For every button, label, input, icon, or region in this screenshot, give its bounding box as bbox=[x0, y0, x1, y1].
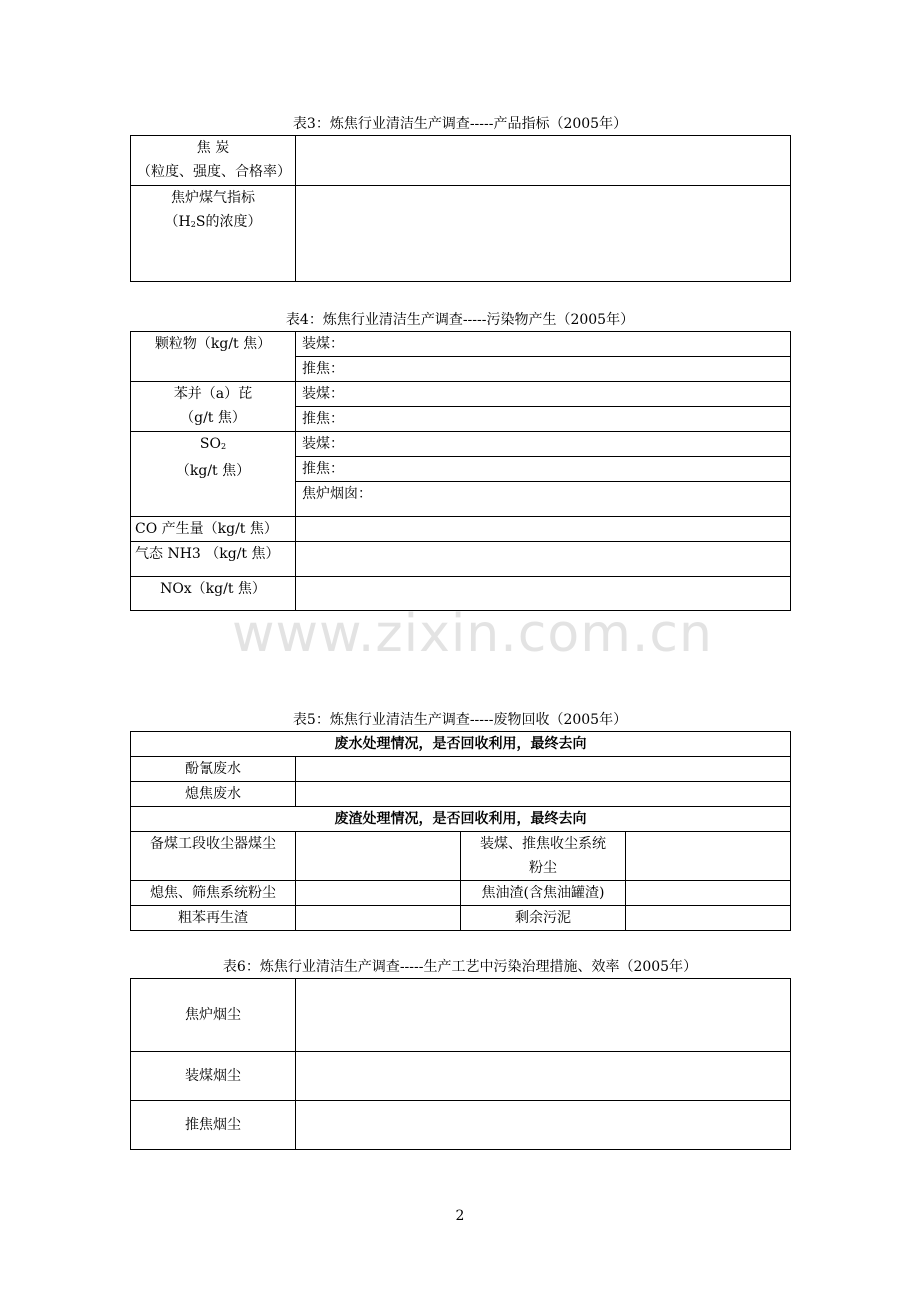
residue-header: 废渣处理情况，是否回收利用，最终去向 bbox=[131, 807, 791, 832]
table-row bbox=[131, 1101, 791, 1150]
so2-charging[interactable]: 装煤： bbox=[296, 432, 791, 457]
pushing-dust-label: 推焦烟尘 bbox=[131, 1101, 296, 1150]
coke-sublabel: （粒度、强度、合格率） bbox=[137, 164, 291, 180]
table-row bbox=[131, 881, 791, 906]
table5-caption: 表5：炼焦行业清洁生产调查-----废物回收（2005年） bbox=[292, 712, 628, 728]
table-row bbox=[131, 757, 791, 782]
table-row bbox=[131, 979, 791, 1052]
nh3-label: 气态 NH3 （kg/t 焦） bbox=[131, 542, 296, 577]
table-row bbox=[131, 906, 791, 931]
wastewater-header: 废水处理情况，是否回收利用，最终去向 bbox=[131, 732, 791, 757]
coke-gas-sublabel: （H2S的浓度） bbox=[164, 214, 262, 230]
table-row bbox=[131, 542, 791, 577]
benzene-regen-residue-label: 粗苯再生渣 bbox=[131, 906, 296, 931]
benzopyrene-pushing[interactable]: 推焦： bbox=[296, 407, 791, 432]
benzene-regen-residue-value[interactable] bbox=[296, 906, 461, 931]
table6-caption: 表6：炼焦行业清洁生产调查-----生产工艺中污染治理措施、效率（2005年） bbox=[222, 959, 698, 975]
table-row bbox=[131, 832, 791, 881]
charging-pushing-dust-label-cell bbox=[461, 832, 626, 881]
table-row bbox=[131, 136, 791, 186]
residual-sludge-label: 剩余污泥 bbox=[461, 906, 626, 931]
charging-pushing-dust-label-2: 粉尘 bbox=[529, 860, 557, 876]
coal-dust-label: 备煤工段收尘器煤尘 bbox=[131, 832, 296, 881]
co-value[interactable] bbox=[296, 517, 791, 542]
table-row bbox=[131, 517, 791, 542]
so2-chimney[interactable]: 焦炉烟囱： bbox=[296, 482, 791, 517]
coke-value-cell[interactable] bbox=[296, 136, 791, 186]
benzopyrene-charging[interactable]: 装煤： bbox=[296, 382, 791, 407]
coke-gas-label: 焦炉煤气指标 bbox=[171, 190, 255, 206]
particulate-pushing[interactable]: 推焦： bbox=[296, 357, 791, 382]
quenching-screening-dust-label: 熄焦、筛焦系统粉尘 bbox=[131, 881, 296, 906]
watermark: www.zixin.com.cn bbox=[232, 604, 713, 664]
page-number: 2 bbox=[455, 1208, 465, 1224]
table-row bbox=[131, 1052, 791, 1101]
coke-label-cell bbox=[131, 136, 296, 186]
charging-pushing-dust-label: 装煤、推焦收尘系统 bbox=[480, 836, 606, 852]
coke-gas-value-cell[interactable] bbox=[296, 186, 791, 282]
table-row bbox=[131, 782, 791, 807]
tar-residue-label: 焦油渣(含焦油罐渣) bbox=[461, 881, 626, 906]
coal-dust-value[interactable] bbox=[296, 832, 461, 881]
coke-oven-dust-label: 焦炉烟尘 bbox=[131, 979, 296, 1052]
coke-oven-dust-value[interactable] bbox=[296, 979, 791, 1052]
table4-pollutant-generation bbox=[130, 331, 791, 611]
phenol-cyanide-wastewater-value[interactable] bbox=[296, 757, 791, 782]
phenol-cyanide-wastewater-label: 酚氰废水 bbox=[131, 757, 296, 782]
charging-dust-value[interactable] bbox=[296, 1052, 791, 1101]
so2-label-cell bbox=[131, 432, 296, 517]
coke-gas-label-cell bbox=[131, 186, 296, 282]
tar-residue-value[interactable] bbox=[626, 881, 791, 906]
residual-sludge-value[interactable] bbox=[626, 906, 791, 931]
table-row bbox=[131, 332, 791, 357]
charging-dust-label: 装煤烟尘 bbox=[131, 1052, 296, 1101]
quenching-screening-dust-value[interactable] bbox=[296, 881, 461, 906]
quenching-wastewater-value[interactable] bbox=[296, 782, 791, 807]
table-row bbox=[131, 382, 791, 407]
nox-label: NOx（kg/t 焦） bbox=[131, 577, 296, 611]
benzopyrene-label: 苯并（a）芘 bbox=[173, 386, 253, 402]
so2-label: SO2 bbox=[199, 436, 227, 452]
benzopyrene-unit: （g/t 焦） bbox=[180, 410, 246, 426]
so2-unit: （kg/t 焦） bbox=[175, 463, 251, 479]
table-row bbox=[131, 807, 791, 832]
co-label: CO 产生量（kg/t 焦） bbox=[131, 517, 296, 542]
pushing-dust-value[interactable] bbox=[296, 1101, 791, 1150]
particulate-label: 颗粒物（kg/t 焦） bbox=[131, 332, 296, 382]
nh3-value[interactable] bbox=[296, 542, 791, 577]
table6-pollution-control bbox=[130, 978, 791, 1150]
so2-pushing[interactable]: 推焦： bbox=[296, 457, 791, 482]
table4-caption: 表4：炼焦行业清洁生产调查-----污染物产生（2005年） bbox=[285, 312, 635, 328]
table-row bbox=[131, 432, 791, 457]
particulate-charging[interactable]: 装煤： bbox=[296, 332, 791, 357]
table-row bbox=[131, 732, 791, 757]
table5-waste-recovery bbox=[130, 731, 791, 931]
quenching-wastewater-label: 熄焦废水 bbox=[131, 782, 296, 807]
coke-label: 焦 炭 bbox=[196, 140, 230, 156]
benzopyrene-label-cell bbox=[131, 382, 296, 432]
charging-pushing-dust-value[interactable] bbox=[626, 832, 791, 881]
table3-caption: 表3：炼焦行业清洁生产调查-----产品指标（2005年） bbox=[292, 116, 628, 132]
table-row bbox=[131, 186, 791, 282]
table3-product-indicators bbox=[130, 135, 791, 282]
